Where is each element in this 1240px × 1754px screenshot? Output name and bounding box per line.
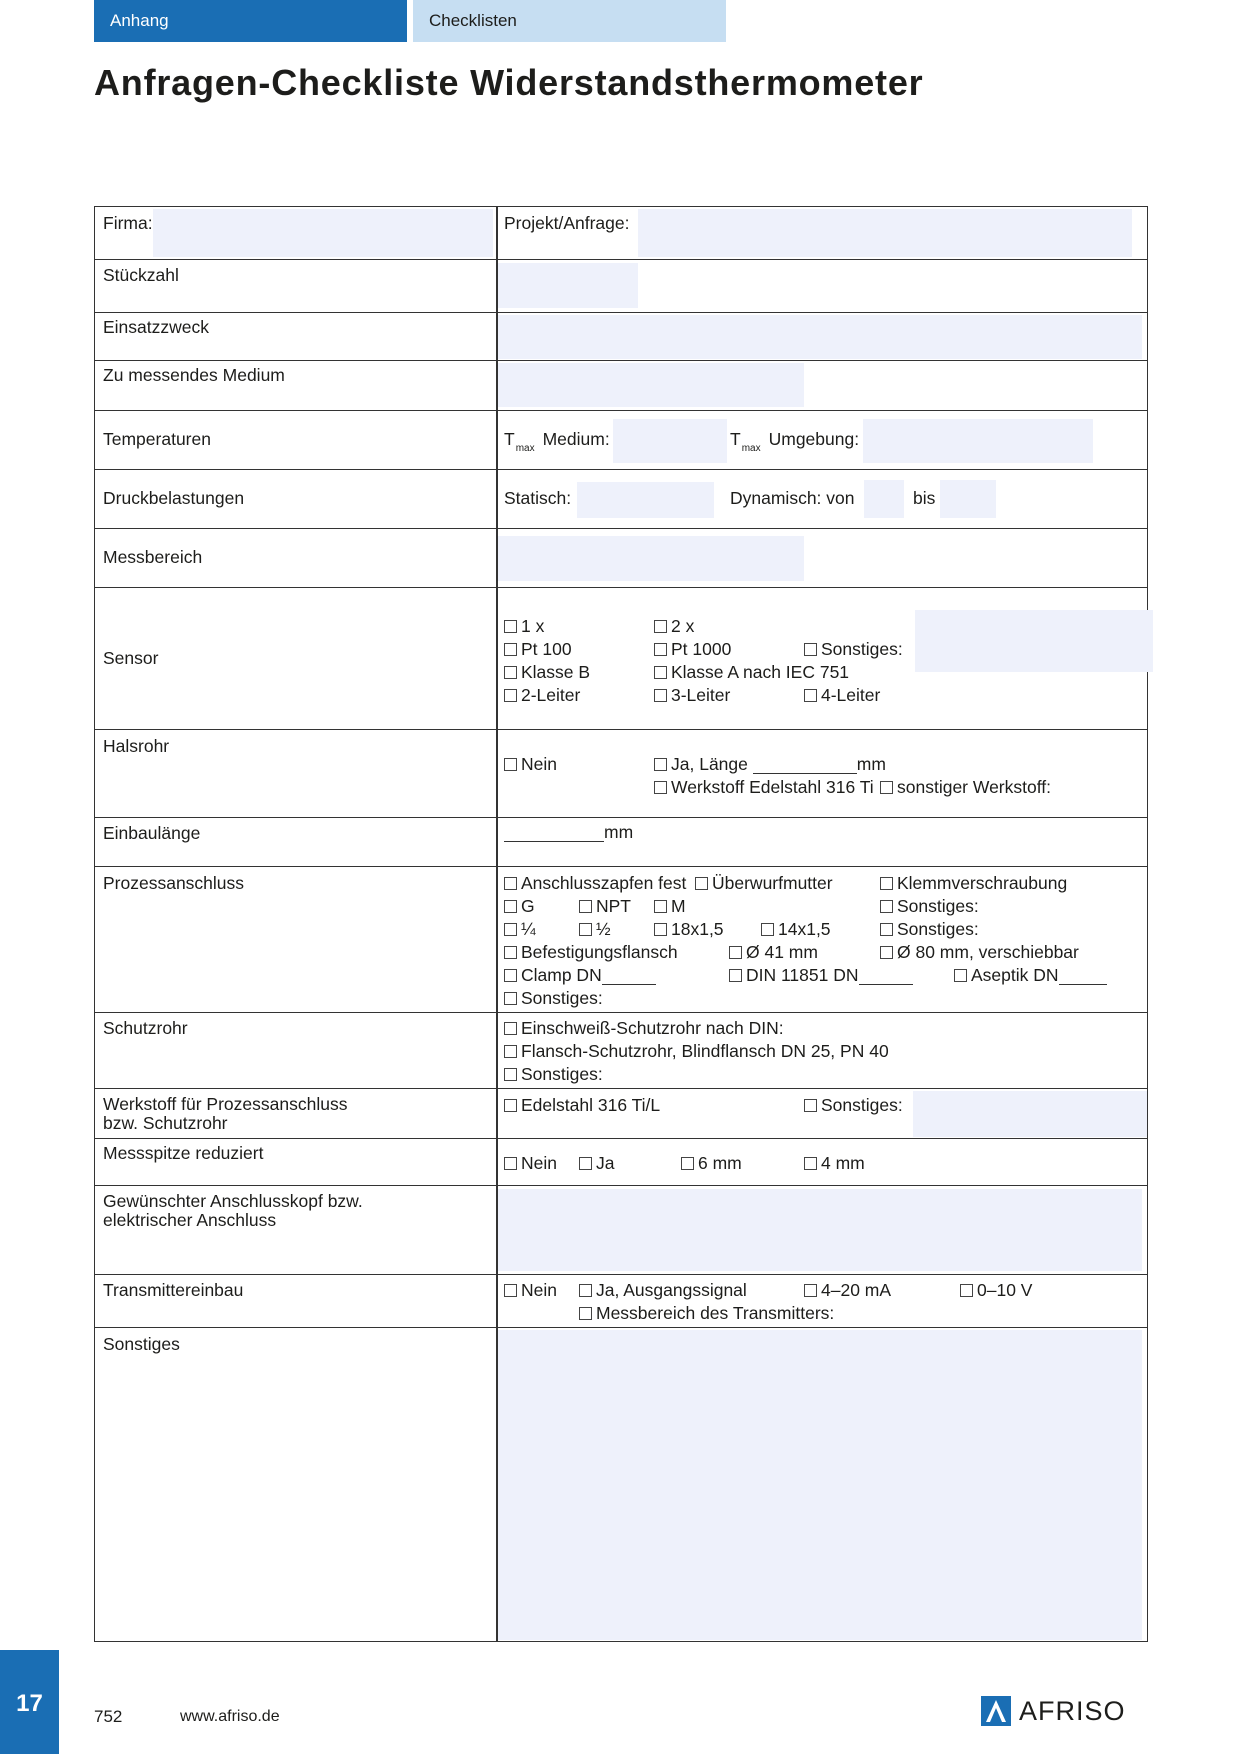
page-number: 752 (94, 1707, 123, 1726)
einschweiss-checkbox[interactable]: Einschweiß-Schutzrohr nach DIN: (504, 1018, 784, 1038)
chapter-tab[interactable]: 17 (0, 1650, 59, 1754)
sonstiges3-checkbox[interactable]: Sonstiges: (504, 988, 603, 1008)
messbereich-field[interactable] (498, 536, 804, 581)
row-firma (95, 207, 1147, 259)
sensor-pt1000-checkbox[interactable]: Pt 1000 (654, 639, 731, 659)
halsrohr-werkstoff-checkbox[interactable]: Werkstoff Edelstahl 316 Ti (654, 777, 874, 797)
sonstiges-field[interactable] (498, 1330, 1142, 1640)
halsrohr-laenge-field[interactable] (753, 756, 857, 774)
werkstoff-label-2: bzw. Schutzrohr (103, 1113, 228, 1133)
d18-checkbox[interactable]: 18x1,5 (654, 919, 724, 939)
bis-label: bis (913, 488, 936, 508)
g-checkbox[interactable]: G (504, 896, 535, 916)
page-title: Anfragen-Checkliste Widerstandsthermometer (94, 62, 924, 103)
aseptik-dn-field[interactable] (1059, 967, 1107, 985)
schutzrohr-sonstiges-checkbox[interactable]: Sonstiges: (504, 1064, 603, 1084)
transmitter-nein-checkbox[interactable]: Nein (504, 1280, 557, 1300)
schutzrohr-label: Schutzrohr (103, 1018, 188, 1038)
halsrohr-label: Halsrohr (103, 736, 170, 756)
werkstoff-sonstiges-field[interactable] (913, 1091, 1147, 1137)
transmitter-ja-checkbox[interactable]: Ja, Ausgangssignal (579, 1280, 747, 1300)
sensor-sonstiges-checkbox[interactable]: Sonstiges: (804, 639, 903, 659)
d80-checkbox[interactable]: Ø 80 mm, verschiebbar (880, 942, 1079, 962)
sonstiges1-checkbox[interactable]: Sonstiges: (880, 896, 979, 916)
afriso-logo-text: AFRISO (1019, 1695, 1126, 1726)
npt-checkbox[interactable]: NPT (579, 896, 631, 916)
m-checkbox[interactable]: M (654, 896, 686, 916)
sensor-1x-checkbox[interactable]: 1 x (504, 616, 544, 636)
sensor-4leiter-checkbox[interactable]: 4-Leiter (804, 685, 880, 705)
dynamisch-von-field[interactable] (864, 480, 904, 518)
tmax-medium-field[interactable] (613, 419, 727, 463)
afriso-logo-icon (981, 1696, 1011, 1726)
messspitze-label: Messspitze reduziert (103, 1143, 264, 1163)
prozessanschluss-label: Prozessanschluss (103, 873, 245, 893)
tmax-umgebung-label: $T_{max}$ Umgebung: (730, 429, 860, 454)
din11851-dn-field[interactable] (859, 967, 913, 985)
einsatzzweck-field[interactable] (498, 315, 1142, 359)
row-prozessanschluss (95, 866, 1147, 1012)
row-messbereich (95, 528, 1147, 587)
sensor-klasse-b-checkbox[interactable]: Klasse B (504, 662, 590, 682)
checklist-form (94, 206, 1148, 1642)
firma-label: Firma: (103, 213, 153, 233)
row-temperaturen (95, 410, 1147, 469)
messspitze-4mm-checkbox[interactable]: 4 mm (804, 1153, 865, 1173)
medium-label: Zu messendes Medium (103, 365, 285, 385)
edelstahl-checkbox[interactable]: Edelstahl 316 Ti/L (504, 1095, 660, 1115)
sensor-label: Sensor (103, 648, 159, 668)
tab-anhang[interactable]: Anhang (94, 0, 407, 42)
statisch-label: Statisch: (504, 488, 572, 508)
sensor-pt100-checkbox[interactable]: Pt 100 (504, 639, 572, 659)
messspitze-nein-checkbox[interactable]: Nein (504, 1153, 557, 1173)
row-schutzrohr (95, 1012, 1147, 1088)
werkstoff-sonstiges-checkbox[interactable]: Sonstiges: (804, 1095, 903, 1115)
tmax-medium-label: $T_{max}$ Medium: (504, 429, 610, 454)
sonstiges-label: Sonstiges (103, 1334, 180, 1354)
sensor-2x-checkbox[interactable]: 2 x (654, 616, 694, 636)
transmitter-messbereich-checkbox[interactable]: Messbereich des Transmitters: (579, 1303, 834, 1323)
zapfen-checkbox[interactable]: Anschlusszapfen fest (504, 873, 686, 893)
einsatzzweck-label: Einsatzzweck (103, 317, 210, 337)
projekt-label: Projekt/Anfrage: (504, 213, 630, 233)
transmitter-ma-checkbox[interactable]: 4–20 mA (804, 1280, 891, 1300)
row-medium (95, 360, 1147, 410)
medium-field[interactable] (498, 363, 804, 407)
halsrohr-sonstiger-checkbox[interactable]: sonstiger Werkstoff: (880, 777, 1051, 797)
einbaulaenge-field[interactable] (504, 824, 604, 842)
sensor-sonstiges-field[interactable] (915, 610, 1153, 672)
sensor-klasse-a-checkbox[interactable]: Klasse A nach IEC 751 (654, 662, 849, 682)
transmitter-v-checkbox[interactable]: 0–10 V (960, 1280, 1032, 1300)
messspitze-6mm-checkbox[interactable]: 6 mm (681, 1153, 742, 1173)
firma-field[interactable] (153, 209, 493, 257)
row-anschlusskopf (95, 1185, 1147, 1274)
row-stueckzahl (95, 259, 1147, 312)
tab-checklisten[interactable]: Checklisten (413, 0, 726, 42)
transmitter-label: Transmittereinbau (103, 1280, 244, 1300)
klemm-checkbox[interactable]: Klemmverschraubung (880, 873, 1067, 893)
einbaulaenge-label: Einbaulänge (103, 823, 201, 843)
projekt-field[interactable] (638, 209, 1132, 257)
halsrohr-nein-checkbox[interactable]: Nein (504, 754, 557, 774)
halsrohr-ja-checkbox[interactable]: Ja, Länge mm (654, 754, 886, 774)
row-messspitze (95, 1138, 1147, 1185)
sonstiges2-checkbox[interactable]: Sonstiges: (880, 919, 979, 939)
aseptik-checkbox[interactable]: Aseptik DN (954, 965, 1107, 985)
clamp-dn-field[interactable] (602, 967, 656, 985)
anschlusskopf-label-2: elektrischer Anschluss (103, 1210, 277, 1230)
row-werkstoff (95, 1088, 1147, 1138)
dynamisch-label: Dynamisch: von (730, 488, 855, 508)
statisch-field[interactable] (577, 482, 714, 518)
einbaulaenge-input[interactable]: mm (504, 822, 633, 842)
row-einbaulaenge (95, 817, 1147, 866)
temperaturen-label: Temperaturen (103, 429, 211, 449)
viertel-checkbox[interactable]: ¼ (504, 919, 536, 939)
druck-label: Druckbelastungen (103, 488, 245, 508)
row-transmitter (95, 1274, 1147, 1327)
stueckzahl-field[interactable] (498, 263, 638, 308)
d41-checkbox[interactable]: Ø 41 mm (729, 942, 818, 962)
flansch-checkbox[interactable]: Befestigungsflansch (504, 942, 678, 962)
afriso-logo (981, 1695, 1126, 1727)
row-sensor (95, 587, 1147, 729)
stueckzahl-label: Stückzahl (103, 265, 179, 285)
sensor-2leiter-checkbox[interactable]: 2-Leiter (504, 685, 580, 705)
flansch-schutzrohr-checkbox[interactable]: Flansch-Schutzrohr, Blindflansch DN 25, PN 40 (504, 1041, 889, 1061)
clamp-checkbox[interactable]: Clamp DN (504, 965, 656, 985)
messspitze-ja-checkbox[interactable]: Ja (579, 1153, 614, 1173)
dynamisch-bis-field[interactable] (940, 480, 996, 518)
halb-checkbox[interactable]: ½ (579, 919, 611, 939)
anschlusskopf-field[interactable] (498, 1189, 1142, 1271)
website-link[interactable]: www.afriso.de (180, 1708, 280, 1725)
tmax-umgebung-field[interactable] (863, 419, 1093, 463)
d14-checkbox[interactable]: 14x1,5 (761, 919, 831, 939)
werkstoff-label: Werkstoff für Prozessanschluss (103, 1094, 348, 1114)
row-sonstiges (95, 1327, 1147, 1643)
row-halsrohr (95, 729, 1147, 817)
anschlusskopf-label: Gewünschter Anschlusskopf bzw. (103, 1191, 363, 1211)
row-druck (95, 469, 1147, 528)
sensor-3leiter-checkbox[interactable]: 3-Leiter (654, 685, 730, 705)
din11851-checkbox[interactable]: DIN 11851 DN (729, 965, 913, 985)
ueberwurf-checkbox[interactable]: Überwurfmutter (695, 873, 833, 893)
messbereich-label: Messbereich (103, 547, 203, 567)
row-einsatzzweck (95, 312, 1147, 360)
